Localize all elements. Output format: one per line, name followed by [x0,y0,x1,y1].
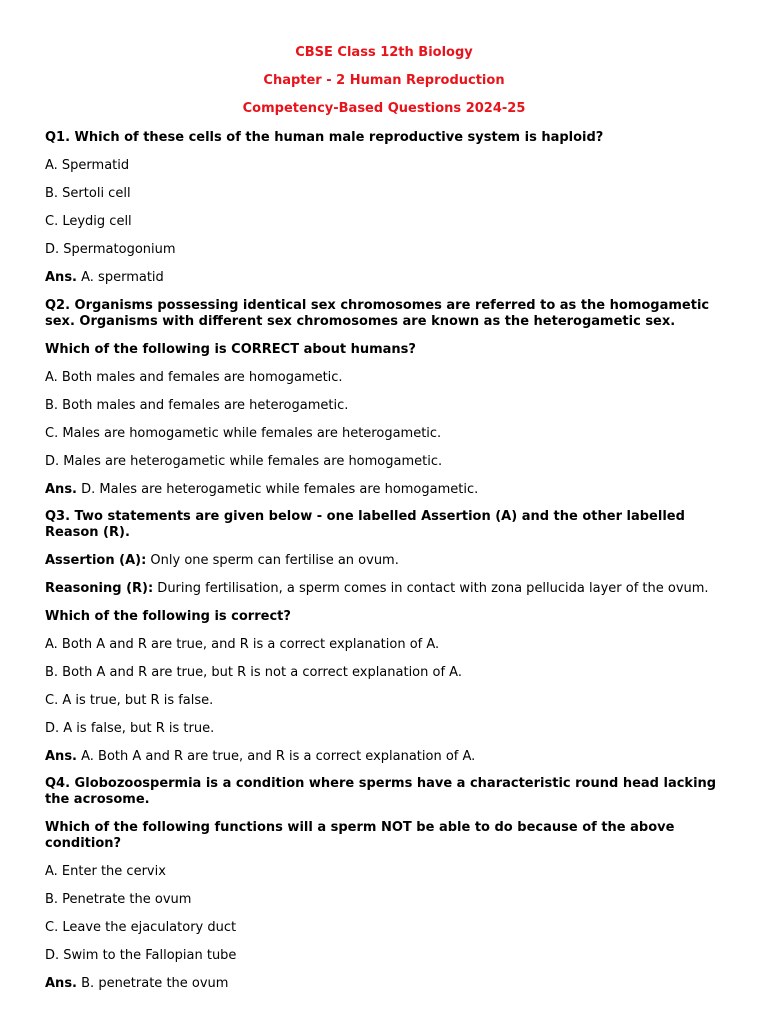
q3-reason [45,581,725,597]
q3-option-c: C. A is true, but R is false. [45,693,214,708]
answer-label: Ans. [45,482,77,497]
q3-answer [45,749,725,765]
answer-text: A. Both A and R are true, and R is a correct explanation of A. [77,749,476,764]
q4-answer [45,976,725,992]
q2-prompt: Which of the following is CORRECT about humans? [45,342,416,357]
q1-option-b: B. Sertoli cell [45,186,131,201]
q3-option-b: B. Both A and R are true, but R is not a correct explanation of A. [45,665,462,680]
reason-text: During fertilisation, a sperm comes in contact with zona pellucida layer of the ovum. [153,581,709,596]
document-title: CBSE Class 12th Biology [295,45,473,60]
q2-option-a: A. Both males and females are homogametic. [45,370,343,385]
reason-label: Reasoning (R): [45,581,154,596]
assertion-text: Only one sperm can fertilise an ovum. [146,553,399,568]
q2-option-d: D. Males are heterogametic while females are homogametic. [45,454,443,469]
q1-option-c: C. Leydig cell [45,214,132,229]
answer-label: Ans. [45,749,77,764]
question-3: Q3. Two statements are given below - one labelled Assertion (A) and the other labelled Reason (R). [45,509,685,540]
q4-option-a: A. Enter the cervix [45,864,166,879]
q1-option-a: A. Spermatid [45,158,130,173]
answer-label: Ans. [45,270,77,285]
answer-label: Ans. [45,976,77,991]
q4-option-b: B. Penetrate the ovum [45,892,192,907]
q2-option-c: C. Males are homogametic while females are heterogametic. [45,426,442,441]
question-2: Q2. Organisms possessing identical sex chromosomes are referred to as the homogametic sex. Organisms with different sex chromosomes are known as the heterogametic sex. [45,298,710,329]
q4-option-c: C. Leave the ejaculatory duct [45,920,237,935]
document-subtitle: Competency-Based Questions 2024-25 [242,101,526,116]
answer-text: D. Males are heterogametic while females are homogametic. [77,482,479,497]
q3-prompt: Which of the following is correct? [45,609,291,624]
q1-option-d: D. Spermatogonium [45,242,176,257]
answer-text: B. penetrate the ovum [77,976,229,991]
chapter-title: Chapter - 2 Human Reproduction [263,73,505,88]
question-4: Q4. Globozoospermia is a condition where sperms have a characteristic round head lacking the acrosome. [45,776,717,807]
q3-assertion [45,553,725,569]
q1-answer [45,270,725,286]
q2-answer [45,482,725,498]
q4-option-d: D. Swim to the Fallopian tube [45,948,237,963]
question-1: Q1. Which of these cells of the human male reproductive system is haploid? [45,130,604,145]
q2-option-b: B. Both males and females are heterogametic. [45,398,349,413]
q3-option-a: A. Both A and R are true, and R is a correct explanation of A. [45,637,440,652]
answer-text: A. spermatid [77,270,164,285]
assertion-label: Assertion (A): [45,553,147,568]
q4-prompt: Which of the following functions will a sperm NOT be able to do because of the above condition? [45,820,675,851]
q3-option-d: D. A is false, but R is true. [45,721,215,736]
